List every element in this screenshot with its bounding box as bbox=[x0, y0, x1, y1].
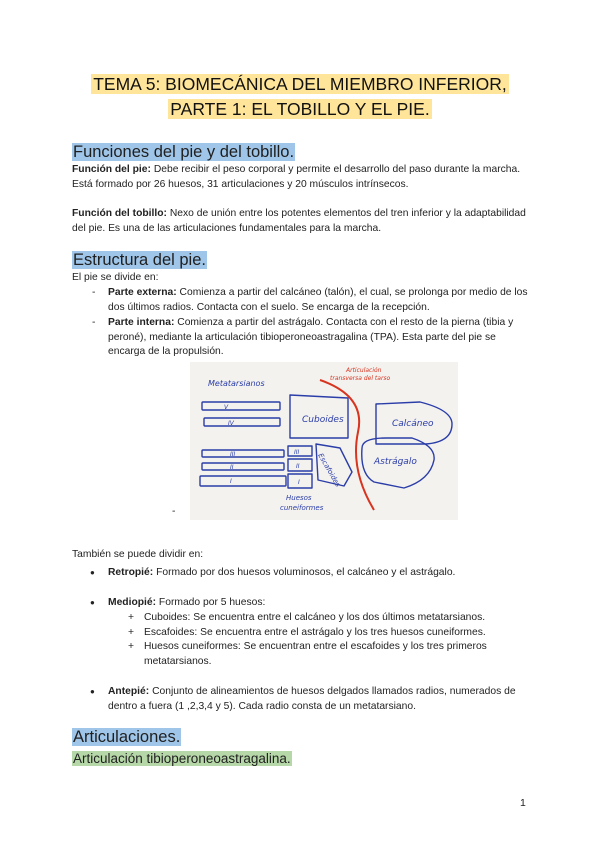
sub-item-cuboides: Cuboides: Se encuentra entre el calcáneo y los dos últimos metatarsianos. bbox=[144, 612, 486, 623]
label-cuneiformes-1: Huesos bbox=[286, 494, 312, 502]
label-metatarsianos: Metatarsianos bbox=[208, 379, 265, 388]
label-astragalo: Astrágalo bbox=[374, 457, 417, 467]
subheading-articulacion-tpa: Articulación tibioperoneoastragalina. bbox=[73, 751, 291, 766]
label-num-iv: IV bbox=[228, 420, 234, 427]
label-cuboides: Cuboides bbox=[302, 415, 344, 425]
sub-marker: + bbox=[128, 641, 135, 652]
sub-item-cuneiformes: Huesos cuneiformes: Se encuentran entre el escafoides y los tres primeros metatarsianos. bbox=[144, 641, 487, 667]
estructura-intro: El pie se divide en: bbox=[72, 272, 159, 283]
list-item-parte-interna: Parte interna: Comienza a partir del astrágalo. Contacta con el resto de la pierna (tibia y peroné), mediante la articulación tibioperoneoastragalina (TPA). Esta parte del pie se encarga de la propulsión. bbox=[108, 317, 514, 358]
list-marker: - bbox=[92, 287, 96, 298]
label-num-i: I bbox=[230, 478, 232, 485]
also-divide-intro: También se puede dividir en: bbox=[72, 549, 204, 560]
heading-estructura: Estructura del pie. bbox=[73, 251, 206, 269]
label-cune-i: I bbox=[298, 479, 300, 486]
label-calcaneo: Calcáneo bbox=[392, 419, 434, 429]
heading-funciones: Funciones del pie y del tobillo. bbox=[73, 143, 295, 161]
bullet-retropie: Retropié: Formado por dos huesos voluminosos, el calcáneo y el astrágalo. bbox=[108, 567, 456, 578]
heading-articulaciones: Articulaciones. bbox=[73, 728, 181, 746]
paragraph-funcion-pie: Función del pie: Debe recibir el peso corporal y permite el desarrollo del paso durante la marcha. Está formado por 26 huesos, 31 articulaciones y 20 músculos intrínsecos. bbox=[72, 164, 521, 190]
label-cune-ii: II bbox=[296, 463, 300, 470]
bullet-mediopie: Mediopié: Formado por 5 huesos: bbox=[108, 597, 266, 608]
sub-marker: + bbox=[128, 612, 135, 623]
label-articulacion-1: Articulación bbox=[346, 367, 382, 374]
label-cuneiformes-2: cuneiformes bbox=[280, 504, 324, 512]
label-articulacion-2: transversa del tarso bbox=[330, 375, 391, 382]
foot-diagram bbox=[190, 362, 458, 520]
label-num-ii: II bbox=[230, 464, 234, 471]
figure-dash: - bbox=[172, 506, 176, 517]
sub-marker: + bbox=[128, 627, 135, 638]
list-item-parte-externa: Parte externa: Comienza a partir del calcáneo (talón), el cual, se prolonga por medio de los dos últimos radios. Contacta con el suelo. Se encarga de la recepción. bbox=[108, 287, 528, 313]
sub-item-escafoides: Escafoides: Se encuentra entre el astrágalo y los tres huesos cuneiformes. bbox=[144, 627, 486, 638]
foot-diagram-photo bbox=[190, 362, 458, 520]
label-num-v: V bbox=[224, 404, 229, 411]
document-title-line-1: TEMA 5: BIOMECÁNICA DEL MIEMBRO INFERIOR, bbox=[93, 74, 507, 94]
label-num-iii: III bbox=[230, 451, 236, 458]
document-title-line-2: PARTE 1: EL TOBILLO Y EL PIE. bbox=[170, 99, 430, 119]
label-cune-iii: III bbox=[294, 449, 300, 456]
bullet-marker: ● bbox=[90, 598, 95, 607]
bullet-marker: ● bbox=[90, 568, 95, 577]
list-marker: - bbox=[92, 317, 96, 328]
bullet-antepie: Antepié: Conjunto de alineamientos de huesos delgados llamados radios, numerados de dentro a fuera (1 ,2,3,4 y 5). Cada radio consta de un metatarsiano. bbox=[108, 686, 516, 712]
bullet-marker: ● bbox=[90, 687, 95, 696]
page-number: 1 bbox=[520, 797, 526, 809]
paragraph-funcion-tobillo: Función del tobillo: Nexo de unión entre los potentes elementos del tren inferior y la adaptabilidad del pie. Es una de las articulaciones fundamentales para la marcha. bbox=[72, 208, 526, 234]
label-escafoides: Escafoides bbox=[316, 452, 342, 489]
